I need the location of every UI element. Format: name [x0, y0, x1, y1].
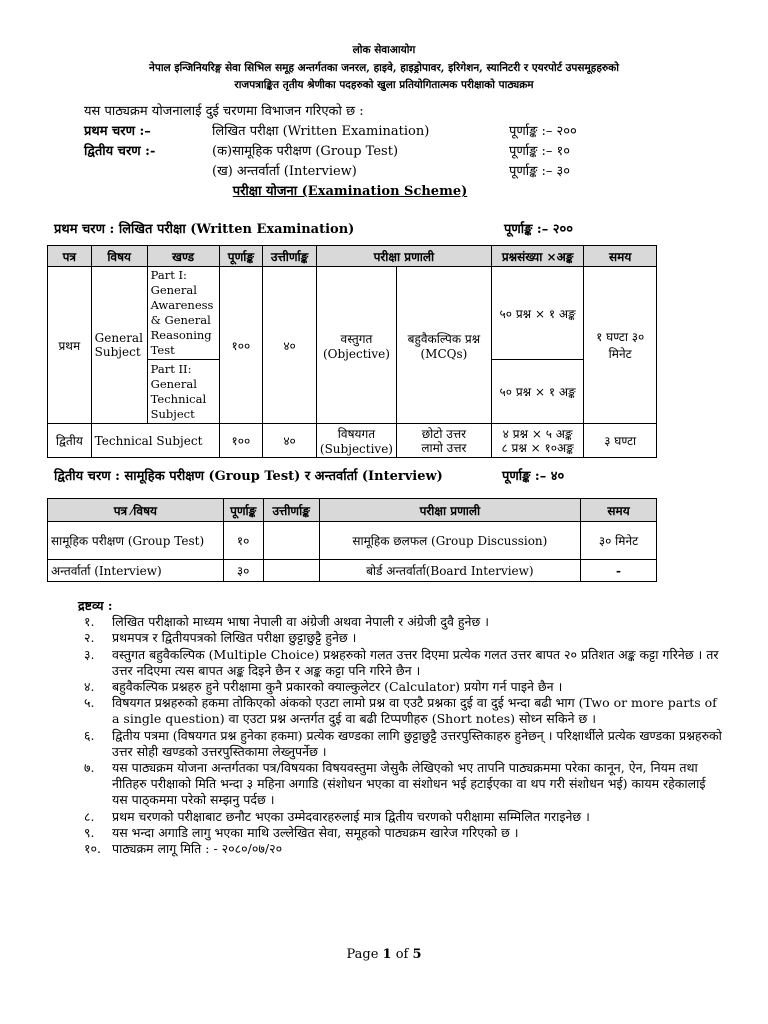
paper2-subject: Technical Subject [91, 424, 219, 458]
table-row [48, 522, 657, 560]
scheme-title: परीक्षा योजना (Examination Scheme) [232, 184, 468, 199]
paper2-full-marks: १०० [219, 424, 263, 458]
table1-row-paper1-a [48, 267, 657, 360]
paper1-time: १ घण्टा ३० मिनेट [584, 267, 657, 424]
list-item [84, 728, 724, 760]
row-method: बोर्ड अन्तर्वार्ता(Board Interview) [319, 560, 580, 582]
th-section: खण्ड [147, 246, 219, 267]
paper1-type: बहुवैकल्पिक प्रश्न (MCQs) [396, 267, 491, 424]
note-number: २. [84, 630, 95, 646]
paper2-time: ३ घण्टा [584, 424, 657, 458]
section-2-marks: पूर्णाङ्क :– ४० [502, 469, 565, 484]
th-pass-marks: उत्तीर्णाङ्क [263, 246, 317, 267]
phase-2a-desc: (क)सामूहिक परीक्षण (Group Test) [212, 144, 399, 159]
note-number: १०. [84, 841, 101, 857]
phase-1-marks: पूर्णाङ्क :– २०० [509, 124, 577, 139]
note-number: ३. [84, 646, 95, 662]
note-text: विषयगत प्रश्नहरुको हकमा तोकिएको अंकको एउटा लामो प्रश्न वा एउटै प्रश्नका दुई वा दुई भन्दा बढी भाग (Two or more parts of a single question) वा एउटा प्रश्न अन्तर्गत दुई वा बढी टिप्पणीहरु (Short notes) सोध्न सकिने छ । [112, 695, 717, 727]
list-item [84, 841, 724, 857]
row-subject: अन्तर्वार्ता (Interview) [48, 560, 224, 582]
list-item [84, 760, 724, 809]
intro-text: यस पाठ्यक्रम योजनालाई दुई चरणमा विभाजन गरिएको छ : [84, 104, 364, 119]
paper2-questions-cell [491, 424, 584, 458]
th2-exam-method: परीक्षा प्रणाली [319, 499, 580, 522]
note-number: ५. [84, 695, 95, 711]
table-row [48, 560, 657, 582]
phase-2-label: द्वितीय चरण :- [84, 144, 156, 159]
table1-row-paper2 [48, 424, 657, 458]
paper1-part1: Part I: General Awareness & General Reasoning Test [147, 267, 219, 360]
list-item [84, 630, 724, 646]
paper2-q1: ४ प्रश्न × ५ अङ्क [502, 426, 573, 441]
list-item [84, 614, 724, 630]
list-item [84, 695, 724, 727]
group-test-table [47, 498, 657, 582]
phase-2b-desc: (ख) अन्तर्वार्ता (Interview) [212, 164, 357, 179]
paper1-q1: ५० प्रश्न × १ अङ्क [491, 267, 584, 360]
footer-page-total: 5 [412, 947, 422, 962]
note-text: यस पाठ्यक्रम योजना अन्तर्गतका पत्र/विषयका विषयवस्तुमा जेसुकै लेखिएको भए तापनि पाठ्यक्रममा परेका कानून, ऐन, नियम तथा नीतिहरु परीक्षाको मिति भन्दा ३ महिना अगाडि (संशोधन भएका वा संशोधन भई हटाईएका वा थप गरी संशोधन भई) कायम रहेकालाई यस पाठ्कममा परेको सम्झनु पर्दछ । [112, 760, 706, 808]
note-number: ९. [84, 824, 95, 840]
paper1-method: वस्तुगत (Objective) [316, 267, 396, 424]
list-item [84, 679, 724, 695]
note-text: प्रथम चरणको परीक्षाबाट छनौट भएका उम्मेदवारहरुलाई मात्र द्वितीय चरणको परीक्षामा सम्मिलित गराइनेछ । [112, 808, 590, 824]
paper2-q2: ८ प्रश्न × १०अङ्क [501, 440, 574, 455]
header-line-3: राजपत्राङ्कित तृतीय श्रेणीका पदहरुको खुला प्रतियोगितात्मक परीक्षाको पाठ्यक्रम [234, 79, 534, 91]
written-exam-table [47, 245, 657, 458]
footer-page-prefix: Page [346, 947, 383, 962]
note-number: ४. [84, 679, 95, 695]
table1-header-row [48, 246, 657, 267]
paper1-name: प्रथम [48, 267, 92, 424]
paper1-part2: Part II: General Technical Subject [147, 360, 219, 424]
row-pass-marks [263, 522, 319, 560]
note-number: ८. [84, 808, 95, 824]
page-footer [0, 947, 768, 962]
th-full-marks: पूर्णाङ्क [219, 246, 263, 267]
header-line-1: लोक सेवाआयोग [352, 44, 416, 56]
note-text: यस भन्दा अगाडि लागु भएका माथि उल्लेखित सेवा, समूहको पाठ्यक्रम खारेज गरिएको छ । [112, 824, 519, 840]
note-text: प्रथमपत्र र द्वितीयपत्रको लिखित परीक्षा छुट्टाछुट्टै हुनेछ । [112, 630, 357, 646]
row-pass-marks [263, 560, 319, 582]
row-time: - [581, 560, 657, 582]
phase-1-desc: लिखित परीक्षा (Written Examination) [212, 124, 430, 139]
th-exam-method: परीक्षा प्रणाली [316, 246, 491, 267]
th2-full-marks: पूर्णाङ्क [223, 499, 263, 522]
note-number: १. [84, 614, 95, 630]
phase-2b-marks: पूर्णाङ्क :– ३० [509, 164, 571, 179]
paper1-q2: ५० प्रश्न × १ अङ्क [491, 360, 584, 424]
row-time: ३० मिनेट [581, 522, 657, 560]
paper2-pass-marks: ४० [263, 424, 317, 458]
note-text: वस्तुगत बहुवैकल्पिक (Multiple Choice) प्रश्नहरुको गलत उत्तर दिएमा प्रत्येक गलत उत्तर बापत २० प्रतिशत अङ्क कट्टा गरिनेछ । तर उत्तर नदिएमा त्यस बापत अङ्क दिइने छैन र अङ्क कट्टा पनि गरिने छैन । [112, 646, 719, 678]
note-number: ७. [84, 760, 95, 776]
note-text: पाठ्यक्रम लागू मिति : - २०८०/०७/२० [112, 841, 283, 857]
note-text: लिखित परीक्षाको माध्यम भाषा नेपाली वा अंग्रेजी अथवा नेपाली र अंग्रेजी दुवै हुनेछ । [112, 614, 489, 630]
footer-page-number: 1 [382, 947, 392, 962]
note-text: द्वितीय पत्रमा (विषयगत प्रश्न हुनेका हकमा) प्रत्येक खण्डका लागि छुट्टाछुट्टै उत्तरपुस्तिकाहरु हुनेछन् । परिक्षार्थीले प्रत्येक खण्डका प्रश्नहरुको उत्तर सोही खण्डको उत्तरपुस्तिकामा लेख्नुपर्नेछ । [112, 727, 722, 759]
th-time: समय [584, 246, 657, 267]
row-full-marks: ३० [223, 560, 263, 582]
footer-page-of: of [391, 947, 413, 962]
section-1-title: प्रथम चरण : लिखित परीक्षा (Written Examination) [54, 222, 355, 237]
note-text: बहुवैकल्पिक प्रश्नहरु हुने परीक्षामा कुनै प्रकारको क्याल्कुलेटर (Calculator) प्रयोग गर्न पाइने छैन । [112, 679, 563, 695]
note-number: ६. [84, 727, 95, 743]
th-paper: पत्र [48, 246, 92, 267]
section-2-title: द्वितीय चरण : सामूहिक परीक्षण (Group Test) र अन्तर्वार्ता (Interview) [54, 469, 443, 484]
th2-pass-marks: उत्तीर्णाङ्क [263, 499, 319, 522]
th-subject: विषय [91, 246, 147, 267]
row-method: सामूहिक छलफल (Group Discussion) [319, 522, 580, 560]
paper2-name: द्वितीय [48, 424, 92, 458]
section-1-marks: पूर्णाङ्क :– २०० [504, 222, 574, 237]
paper2-type-cell [396, 424, 491, 458]
table2-header-row [48, 499, 657, 522]
th-question-count: प्रश्नसंख्या ×अङ्क [491, 246, 584, 267]
paper1-pass-marks: ४० [263, 267, 317, 424]
th2-time: समय [581, 499, 657, 522]
notes-section [78, 598, 724, 857]
phase-1-label: प्रथम चरण :– [84, 124, 151, 139]
paper2-method: विषयगत (Subjective) [316, 424, 396, 458]
paper2-type-long: लामो उत्तर [421, 440, 467, 455]
th2-subject: पत्र ⁄विषय [48, 499, 224, 522]
row-full-marks: १० [223, 522, 263, 560]
phase-2a-marks: पूर्णाङ्क :– १० [509, 144, 571, 159]
paper1-subject: General Subject [91, 267, 147, 424]
row-subject: सामूहिक परीक्षण (Group Test) [48, 522, 224, 560]
paper1-full-marks: १०० [219, 267, 263, 424]
list-item [84, 825, 724, 841]
notes-title: द्रष्टव्य : [78, 598, 113, 613]
header-line-2: नेपाल इन्जिनियरिङ्ग सेवा सिभिल समूह अन्तर्गतका जनरल, हाइवे, हाइड्रोपावर, इरिगेशन, स्यानिटरी र एयरपोर्ट उपसमूहहरुको [149, 62, 619, 74]
list-item [84, 809, 724, 825]
list-item [84, 647, 724, 679]
paper2-type-short: छोटो उत्तर [421, 426, 467, 441]
